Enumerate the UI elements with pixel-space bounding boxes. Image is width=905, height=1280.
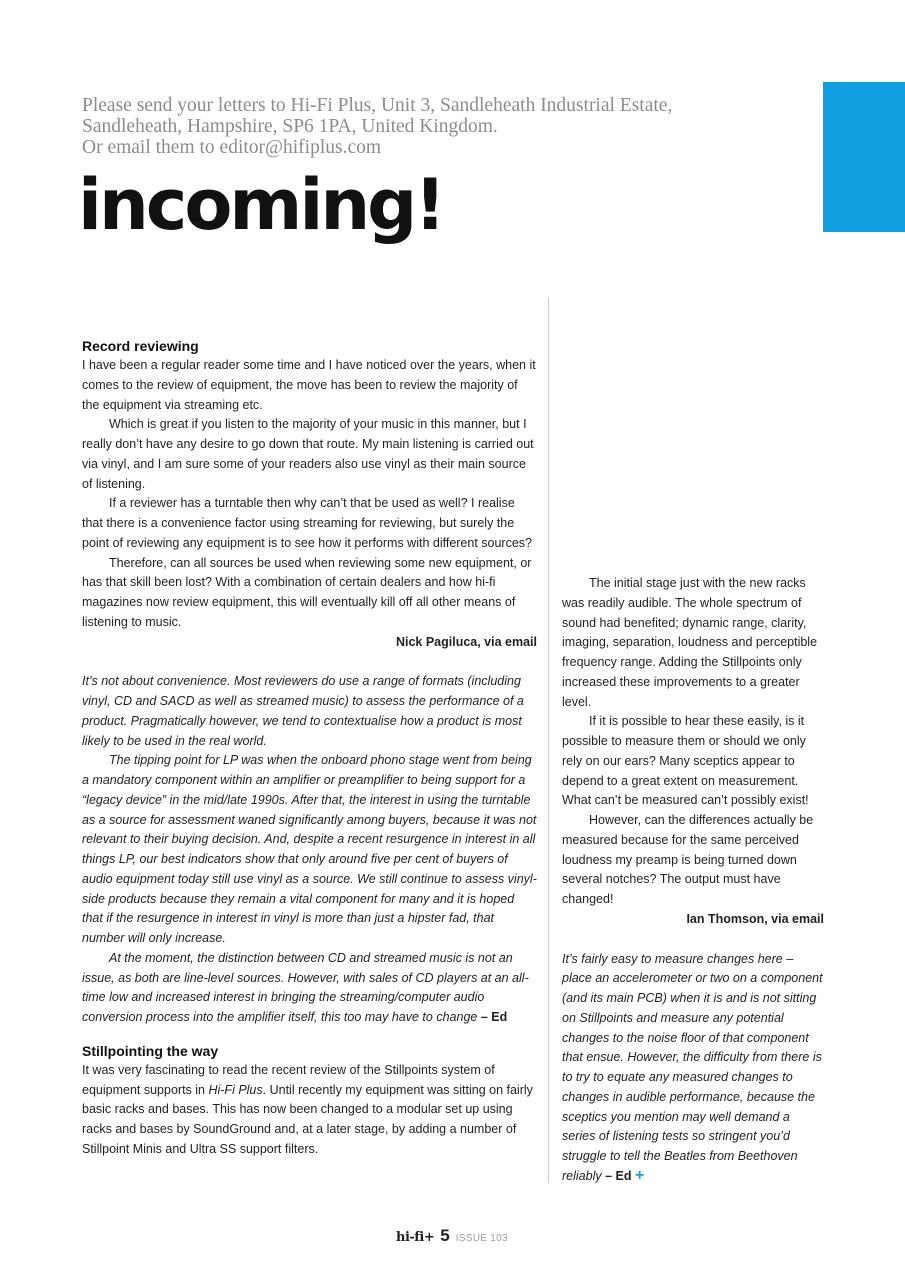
right-column <box>562 574 824 1187</box>
magazine-logo: hi-fi+ <box>396 1230 435 1245</box>
letter-paragraph: However, can the differences actually be measured because for the same perceived loudness my preamp is being turned down several notches? The output must have changed! <box>562 813 814 906</box>
intro-text: . Until recently my equipment was sitting on fairly basic racks and bases. This has now been changed to a modular set up using racks and bases by SoundGround and, at a later stage, by adding a number of Stillpoint Minis and Ultra SS support filters. <box>82 1082 533 1156</box>
letter-signature: Ian Thomson, via email <box>686 911 824 926</box>
letter-paragraph: The initial stage just with the new racks was readily audible. The whole spectrum of sound had benefited; dynamic range, clarity, imaging, separation, loudness and perceptible frequency range. Adding the Stillpoints only increased these improvements to a greater level. <box>562 576 818 709</box>
letter-heading: Record reviewing <box>82 338 199 354</box>
letter-paragraph: Therefore, can all sources be used when reviewing some new equipment, or has that skill been lost? With a combination of certain dealers and how hi-fi magazines now review equipment, this will eventually kill off all other means of listening to music. <box>82 555 532 629</box>
letter-paragraph: I have been a regular reader some time and I have noticed over the years, when it comes to the review of equipment, the move has been to review the majority of the equipment via streaming etc. <box>82 358 536 412</box>
intro-text: It was very fascinating to read the recent review of the Stillpoints system of equipment supports in <box>82 1062 495 1097</box>
page-title: incoming! <box>78 164 444 246</box>
letter-paragraph: Which is great if you listen to the majority of your music in this manner, but I really don’t have any desire to go down that route. My main listening is carried out via vinyl, and I am sure some of your readers also use vinyl as their main source of listening. <box>82 417 534 491</box>
letter-heading: Stillpointing the way <box>82 1042 219 1059</box>
letters-address <box>82 95 802 158</box>
address-line: Please send your letters to Hi-Fi Plus, Unit 3, Sandleheath Industrial Estate, <box>82 95 673 116</box>
letter-paragraph <box>82 1061 537 1160</box>
letter-paragraph: If it is possible to hear these easily, is it possible to measure them or should we only rely on our ears? Many sceptics appear to depend to a great extent on measurement. What can’t be measured can’t possibly exist! <box>562 714 809 808</box>
letter-signature: Nick Pagiluca, via email <box>395 634 537 649</box>
address-line: Sandleheath, Hampshire, SP6 1PA, United Kingdom. <box>82 116 498 137</box>
left-column <box>82 336 537 1160</box>
editor-sign: – Ed <box>605 1168 632 1183</box>
reply-paragraph: It’s not about convenience. Most reviewers do use a range of formats (including vinyl, CD and SACD as well as streamed music) to assess the performance of a product. Pragmatically however, we tend to contextualise how a product is most likely to be used in the real world. <box>82 674 524 748</box>
reply-text: At the moment, the distinction between CD and streamed music is not an issue, as both are line-level sources. However, with sales of CD players at an all-time low and increased interest in bringing the streaming/computer audio conversion process into the amplifier itself, this too may have to change <box>82 950 529 1024</box>
issue-number: ISSUE 103 <box>455 1233 508 1244</box>
reply-text: It’s fairly easy to measure changes here – place an accelerometer or two on a component (and its main PCB) when it is and is not sitting on Stillpoints and measure any potential changes to the noise floor of that component that ensue. However, the difficulty from there is to try to equate any measured changes to changes in audible performance, because the sceptics you mention may well demand a series of listening tests so stringent you’d struggle to tell the Beatles from Beethoven reliably <box>562 951 823 1183</box>
letter-paragraph: If a reviewer has a turntable then why can’t that be used as well? I realise that there is a convenience factor using streaming for reviewing, but surely the point of reviewing any equipment is to see how it performs with different sources? <box>82 496 532 550</box>
page-number: 5 <box>440 1226 450 1245</box>
page-footer <box>396 1226 508 1246</box>
section-color-tab <box>823 82 905 232</box>
editor-sign: – Ed <box>480 1010 508 1024</box>
column-divider <box>548 298 549 1183</box>
end-mark-icon: + <box>634 1166 645 1184</box>
editor-reply <box>82 672 537 1028</box>
magazine-name: Hi-Fi Plus <box>208 1082 263 1097</box>
editor-reply <box>562 950 824 1187</box>
reply-paragraph <box>562 950 824 1187</box>
reply-paragraph: The tipping point for LP was when the onboard phono stage went from being a mandatory component within an amplifier or preamplifier to being support for a “legacy device” in the mid/late 1990s. After that, the interest in using the turntable as a source for assessment waned significantly among buyers, because it was not relevant to their buying decision. And, despite a recent resurgence in interest in all things LP, our best indicators show that only around five per cent of buyers of audio equipment today still use vinyl as a source. We still continue to assess vinyl-side products because they remain a vital component for many and it is hoped that if the resurgence in interest in vinyl is more than just a hipster fad, that number will only increase. <box>82 753 537 945</box>
address-line: Or email them to editor@hifiplus.com <box>82 137 382 158</box>
reply-paragraph <box>82 949 537 1028</box>
